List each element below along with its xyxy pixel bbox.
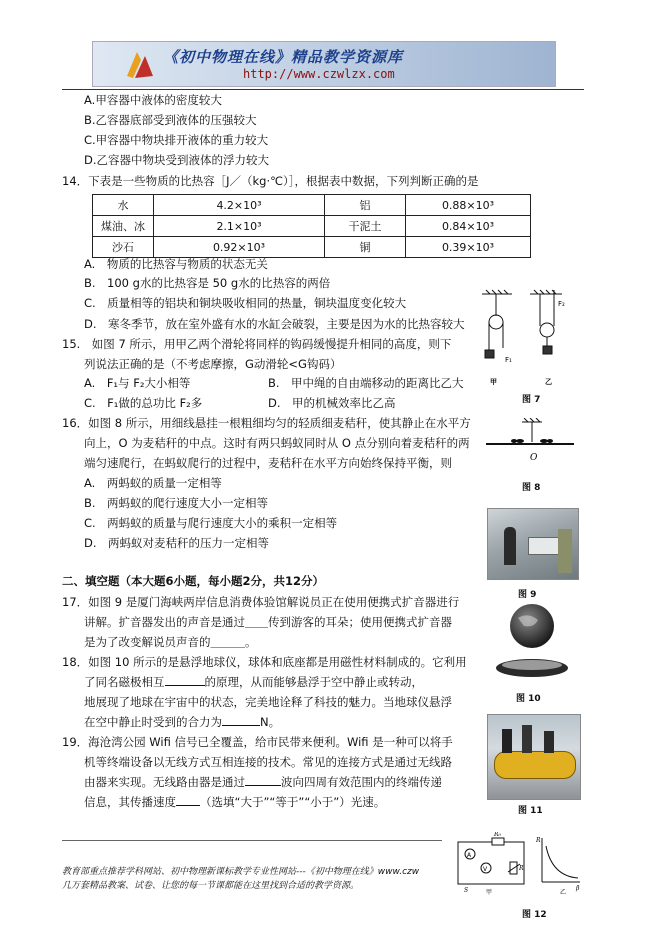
figure-7-caption: 图 7 <box>522 395 541 405</box>
q16-option-c: C. 两蚂蚁的质量与爬行速度大小的乘积一定相等 <box>84 516 338 530</box>
q15-stem-line1: 15. 如图 7 所示，用甲乙两个滑轮将同样的钩码缓慢提升相同的高度，则下 <box>62 337 452 351</box>
photo-figure <box>544 731 554 753</box>
photo-figure <box>558 529 572 573</box>
q18-line4 <box>84 714 280 730</box>
fig12-yi-label: 乙 <box>560 889 567 896</box>
table-cell: 沙石 <box>93 237 154 258</box>
q15-option-a: A. F₁与 F₂大小相等 <box>84 376 191 390</box>
footer-rule <box>62 840 442 841</box>
q19-text: 波向四周有效范围内的终端传递 <box>281 775 442 789</box>
q13-option-c: C.甲容器中物块排开液体的重力较大 <box>84 133 269 147</box>
figure-10-levitating-globe <box>492 600 572 684</box>
q14-option-d: D. 寒冬季节，放在室外盛有水的水缸会破裂，主要是因为水的比热容较大 <box>84 317 465 331</box>
specific-heat-table <box>92 194 531 258</box>
q14-option-c: C. 质量相等的铝块和铜块吸收相同的热量，铜块温度变化较大 <box>84 296 407 310</box>
header-rule <box>62 89 584 90</box>
figure-12-circuit <box>452 832 584 896</box>
q17-line3: 是为了改变解说员声音的＿＿＿。 <box>84 635 257 649</box>
figure-12-caption: 图 12 <box>522 910 547 920</box>
q16-option-b: B. 两蚂蚁的爬行速度大小一定相等 <box>84 496 269 510</box>
footer-line1: 教育部重点推荐学科网站、初中物理新课标教学专业性网站---《初中物理在线》www.czw <box>62 867 420 877</box>
table-cell: 0.88×10³ <box>406 195 531 216</box>
fig7-f1-label: F₁ <box>505 356 512 364</box>
table-row <box>93 195 531 216</box>
site-logo-icon <box>121 46 157 82</box>
q19-text: 信息，其传播速度 <box>84 795 176 809</box>
q18-text: 了同名磁极相互 <box>84 675 165 689</box>
fig12-r0-label: R₀ <box>494 832 501 838</box>
table-cell: 铜 <box>325 237 406 258</box>
photo-figure <box>522 725 532 753</box>
footer-line2: 几万套精品教案、试卷、让您的每一节课都能在这里找到合适的教学资源。 <box>62 881 360 891</box>
photo-vehicle <box>494 751 576 779</box>
q18-line1: 18．如图 10 所示的是悬浮地球仪，球体和底座都是用磁性材料制成的。它利用 <box>62 655 467 669</box>
table-cell: 0.39×10³ <box>406 237 531 258</box>
table-cell: 4.2×10³ <box>154 195 325 216</box>
fig12-jia-label: 甲 <box>486 889 493 896</box>
table-cell: 2.1×10³ <box>154 216 325 237</box>
figure-8-caption: 图 8 <box>522 483 541 493</box>
banner-url: http://www.czwlzx.com <box>243 67 395 81</box>
table-row <box>93 237 531 258</box>
q18-text: 在空中静止时受到的合力为 <box>84 715 222 729</box>
fig12-graph-r-label: R <box>536 837 541 844</box>
section-2-heading: 二、填空题（本大题6小题，每小题2分，共12分） <box>62 574 325 588</box>
answer-blank[interactable] <box>165 685 205 686</box>
q17-line1: 17．如图 9 是厦门海峡两岸信息消费体验馆解说员正在使用便携式扩音器进行 <box>62 595 460 609</box>
q15-option-d: D. 甲的机械效率比乙高 <box>268 396 396 410</box>
table-cell: 干泥土 <box>325 216 406 237</box>
fig12-r-label: R <box>519 865 524 872</box>
q16-stem-line2: 向上，O 为麦秸秆的中点。这时有两只蚂蚁同时从 O 点分别向着麦秸秆的两 <box>84 436 470 450</box>
q19-line2: 机等终端设备以无线方式互相连接的技术。常见的连接方式是通过无线路 <box>84 755 452 769</box>
figure-11-photo <box>487 714 581 800</box>
fig12-beta-label: β <box>576 885 580 892</box>
answer-blank[interactable] <box>245 785 281 786</box>
figure-9-photo <box>487 508 579 580</box>
q13-option-a: A.甲容器中液体的密度较大 <box>84 93 222 107</box>
ammeter-icon: A <box>467 852 472 859</box>
fig7-f2-label: F₂ <box>558 300 565 308</box>
photo-figure <box>502 729 512 753</box>
fig8-o-label: O <box>530 453 538 463</box>
q15-stem-line2: 列说法正确的是（不考虑摩擦，G动滑轮<G钩码） <box>84 357 342 371</box>
q13-option-b: B.乙容器底部受到液体的压强较大 <box>84 113 257 127</box>
fig7-jia-label: 甲 <box>490 378 497 386</box>
q19-line1: 19．海沧湾公园 Wifi 信号已全覆盖，给市民带来便利。Wifi 是一种可以将手 <box>62 735 453 749</box>
fig12-switch-label: S <box>464 887 469 894</box>
q16-option-d: D. 两蚂蚁对麦秸秆的压力一定相等 <box>84 536 270 550</box>
q14-option-b: B. 100 g水的比热容是 50 g水的比热容的两倍 <box>84 276 331 290</box>
q18-text: 的原理，从而能够悬浮于空中静止或转动， <box>204 675 423 689</box>
q19-text: 由器来实现。无线路由器是通过 <box>84 775 245 789</box>
q18-text: N。 <box>260 715 281 729</box>
table-cell: 0.84×10³ <box>406 216 531 237</box>
q18-line3: 地展现了地球在宇宙中的状态，完美地诠释了科技的魅力。当地球仪悬浮 <box>84 695 452 709</box>
q19-line3 <box>84 774 442 790</box>
q14-stem: 14．下表是一些物质的比热容［J／（kg·℃）］，根据表中数据，下列判断正确的是 <box>62 174 479 188</box>
q16-stem-line3: 端匀速爬行，在蚂蚁爬行的过程中，麦秸秆在水平方向始终保持平衡，则 <box>84 456 452 470</box>
figure-10-caption: 图 10 <box>516 694 541 704</box>
q16-option-a: A. 两蚂蚁的质量一定相等 <box>84 476 222 490</box>
q15-option-b: B. 甲中绳的自由端移动的距离比乙大 <box>268 376 464 390</box>
figure-9-caption: 图 9 <box>518 590 537 600</box>
q19-line4 <box>84 794 385 810</box>
q19-text: （选填“大于”“等于”“小于”）光速。 <box>200 795 386 809</box>
table-cell: 0.92×10³ <box>154 237 325 258</box>
figure-11-caption: 图 11 <box>518 806 543 816</box>
photo-figure <box>504 527 516 565</box>
table-row <box>93 216 531 237</box>
answer-blank[interactable] <box>176 805 200 806</box>
fig7-yi-label: 乙 <box>545 378 552 386</box>
q16-stem-line1: 16．如图 8 所示，用细线悬挂一根粗细均匀的轻质细麦秸秆，使其静止在水平方 <box>62 416 471 430</box>
q17-line2: 讲解。扩音器发出的声音是通过＿＿传到游客的耳朵；使用便携式扩音器 <box>84 615 452 629</box>
q15-option-c: C. F₁做的总功比 F₂多 <box>84 396 203 410</box>
q14-option-a: A. 物质的比热容与物质的状态无关 <box>84 257 268 271</box>
table-cell: 水 <box>93 195 154 216</box>
answer-blank[interactable] <box>222 725 260 726</box>
table-cell: 铝 <box>325 195 406 216</box>
figure-8-straw-balance <box>484 418 576 468</box>
figure-7-pulleys <box>478 288 570 390</box>
voltmeter-icon: V <box>483 866 488 873</box>
header-banner <box>92 41 556 87</box>
table-cell: 煤油、冰 <box>93 216 154 237</box>
q13-option-d: D.乙容器中物块受到液体的浮力较大 <box>84 153 270 167</box>
banner-title: 《初中物理在线》精品教学资源库 <box>163 48 404 66</box>
q18-line2 <box>84 674 423 690</box>
